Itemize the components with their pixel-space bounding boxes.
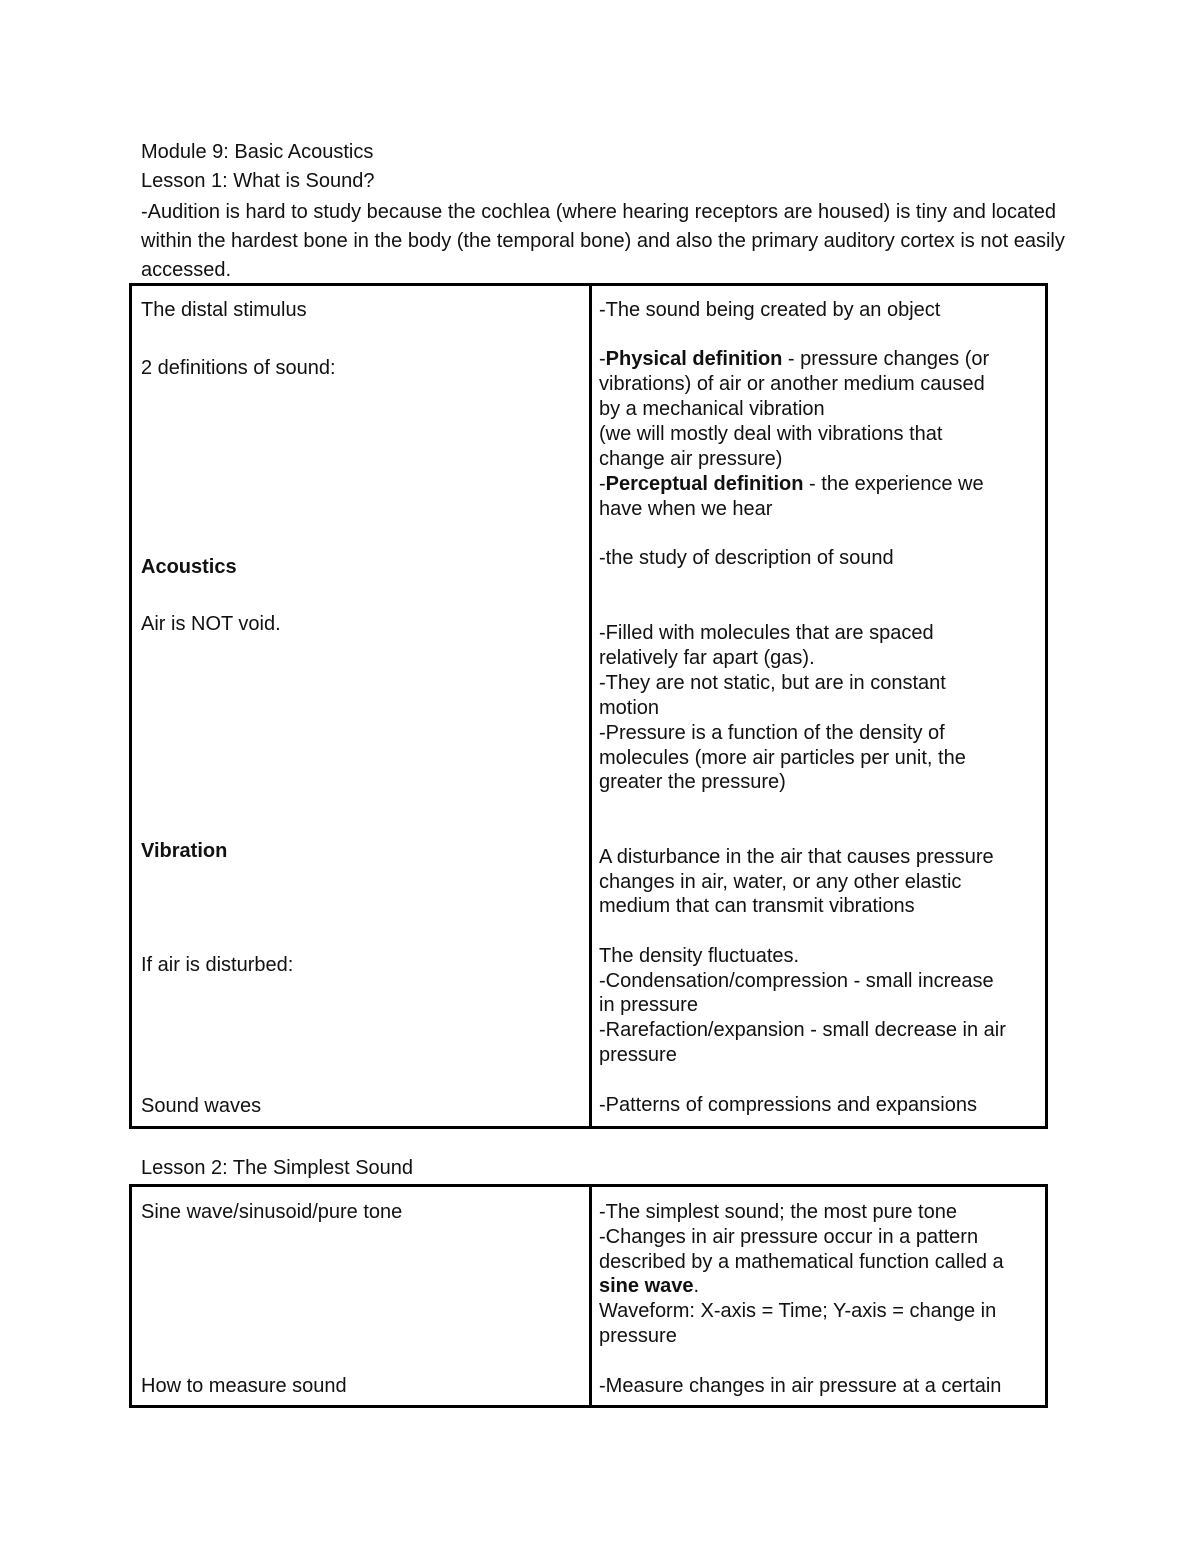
bold-term-perceptual-definition: Perceptual definition (605, 473, 804, 495)
bold-term-acoustics: Acoustics (141, 556, 237, 578)
term-measure-sound: How to measure sound (141, 1375, 347, 1397)
definition-line: described by a mathematical function called a (599, 1251, 1004, 1273)
term-sound-waves: Sound waves (141, 1095, 262, 1117)
definition-text: . (693, 1275, 700, 1297)
lesson2-title: Lesson 2: The Simplest Sound (141, 1157, 414, 1179)
definition-line: change air pressure) (599, 448, 783, 470)
definition-line: in pressure (599, 994, 698, 1016)
term-air-disturbed: If air is disturbed: (141, 954, 294, 976)
definition-line: pressure (599, 1044, 677, 1066)
term-vibration (141, 839, 227, 864)
definition-line: pressure (599, 1325, 677, 1347)
module-title: Module 9: Basic Acoustics (141, 141, 374, 163)
definition-line: molecules (more air particles per unit, the (599, 747, 966, 769)
definition-line: medium that can transmit vibrations (599, 895, 915, 917)
definition-line: by a mechanical vibration (599, 398, 825, 420)
definition-line: -The simplest sound; the most pure tone (599, 1201, 957, 1223)
lesson1-table (129, 283, 1048, 1129)
term-air-not-void: Air is NOT void. (141, 613, 281, 635)
definition-line: -Condensation/compression - small increase (599, 970, 994, 992)
definition-perceptual-line (599, 472, 984, 497)
definition-line: have when we hear (599, 498, 773, 520)
definition-line: A disturbance in the air that causes pressure (599, 846, 994, 868)
column-divider (589, 286, 592, 1126)
definition-line: relatively far apart (gas). (599, 647, 815, 669)
lesson1-title: Lesson 1: What is Sound? (141, 170, 375, 192)
term-acoustics (141, 555, 237, 580)
definition-line: Waveform: X-axis = Time; Y-axis = change in (599, 1300, 997, 1322)
dash-prefix: - (599, 348, 606, 370)
definition-sound-waves: -Patterns of compressions and expansions (599, 1094, 977, 1116)
definition-line: greater the pressure) (599, 771, 786, 793)
term-distal-stimulus: The distal stimulus (141, 299, 307, 321)
column-divider (589, 1187, 592, 1405)
definition-line: vibrations) of air or another medium caused (599, 373, 985, 395)
definition-distal-stimulus: -The sound being created by an object (599, 299, 941, 321)
definition-line: -Rarefaction/expansion - small decrease in air (599, 1019, 1006, 1041)
definition-line: The density fluctuates. (599, 945, 800, 967)
bold-term-vibration: Vibration (141, 840, 228, 862)
definition-text: - the experience we (803, 473, 984, 495)
term-sine-wave: Sine wave/sinusoid/pure tone (141, 1201, 403, 1223)
lesson2-table (129, 1184, 1048, 1408)
term-definitions-of-sound: 2 definitions of sound: (141, 357, 336, 379)
definition-text: - pressure changes (or (782, 348, 990, 370)
definition-acoustics: -the study of description of sound (599, 547, 894, 569)
definition-physical-line (599, 347, 989, 372)
definition-line: -Filled with molecules that are spaced (599, 622, 934, 644)
definition-line: (we will mostly deal with vibrations that (599, 423, 943, 445)
bold-term-sine-wave: sine wave (599, 1275, 694, 1297)
definition-sine-wave-line (599, 1274, 699, 1299)
bold-term-physical-definition: Physical definition (605, 348, 783, 370)
definition-line: -Changes in air pressure occur in a pattern (599, 1226, 979, 1248)
definition-line: changes in air, water, or any other elastic (599, 871, 962, 893)
definition-line: -Pressure is a function of the density of (599, 722, 945, 744)
definition-line: -They are not static, but are in constant (599, 672, 946, 694)
definition-measure-sound: -Measure changes in air pressure at a certain (599, 1375, 1002, 1397)
lesson1-intro: -Audition is hard to study because the cochlea (where hearing receptors are housed) is tiny and located within the hardest bone in the body (the temporal bone) and also the primary auditory cortex is not easily accessed. (141, 201, 1065, 281)
dash-prefix: - (599, 473, 606, 495)
definition-line: motion (599, 697, 660, 719)
